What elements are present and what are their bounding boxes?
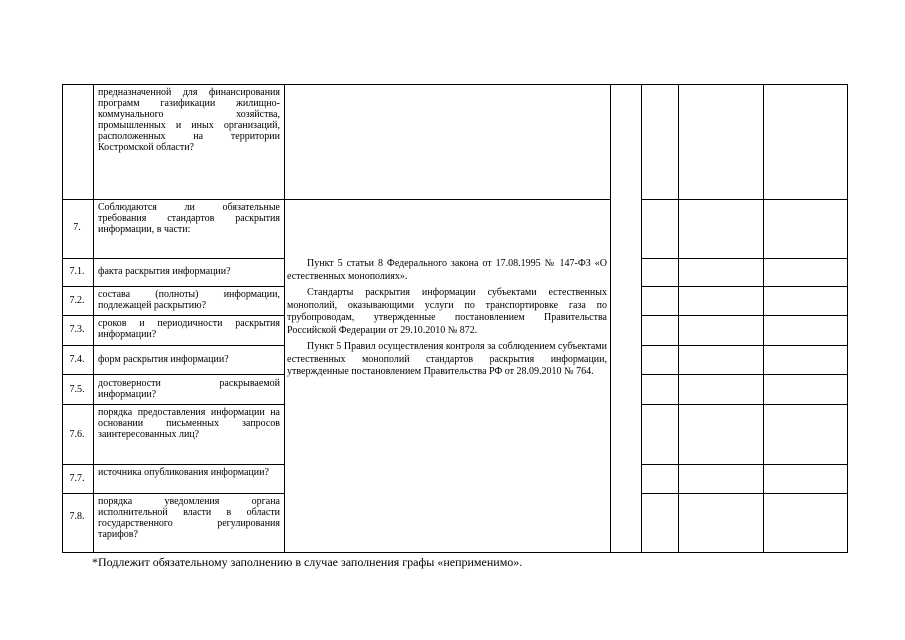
answer-grid-divider: [641, 404, 848, 405]
requirement-text: порядка предоставления информации на основании письменных запросов заинтересованных лиц?: [98, 407, 280, 440]
row-number: 7.5.: [69, 384, 85, 395]
answer-grid-divider: [641, 493, 848, 494]
row-divider: [62, 199, 610, 200]
col-border: [847, 84, 848, 553]
legal-reference: [287, 258, 607, 383]
col-border: [284, 84, 285, 553]
requirement-text: форм раскрытия информации?: [98, 354, 229, 365]
col-border: [93, 84, 94, 553]
answer-grid-divider: [641, 286, 848, 287]
requirement-text: факта раскрытия информации?: [98, 266, 231, 277]
requirement-text: источника опубликования информации?: [98, 467, 269, 478]
answer-grid-divider: [641, 258, 848, 259]
answer-grid-divider: [641, 374, 848, 375]
col-border: [641, 84, 642, 553]
row-number: 7.: [73, 222, 81, 233]
row-divider: [62, 315, 284, 316]
col-border: [678, 84, 679, 553]
reference-paragraph: Пункт 5 статьи 8 Федерального закона от 17.08.1995 № 147-ФЗ «О естественных монополиях».: [287, 258, 607, 282]
col-border: [763, 84, 764, 553]
col-border: [610, 84, 611, 553]
footnote: *Подлежит обязательному заполнению в случае заполнения графы «неприменимо».: [92, 555, 523, 569]
row-number: 7.1.: [69, 266, 85, 277]
table-border-top: [62, 84, 848, 85]
row-number: 7.7.: [69, 473, 85, 484]
row-number: 7.6.: [69, 429, 85, 440]
reference-paragraph: Пункт 5 Правил осуществления контроля за соблюдением субъектами естественных монополий стандартов раскрытия информации, утвержденные постановлением Правительства РФ от 28.09.2010 № 764.: [287, 341, 607, 377]
requirement-text: предназначенной для финансирования программ газификации жилищно-коммунального хозяйства, промышленных и иных организаций, расположенных на территории Костромской области?: [98, 87, 280, 153]
table-border-bottom: [62, 552, 848, 553]
requirement-text: достоверности раскрываемой информации?: [98, 378, 280, 400]
row-divider: [62, 464, 284, 465]
row-divider: [62, 286, 284, 287]
answer-grid-divider: [641, 464, 848, 465]
row-number: 7.4.: [69, 354, 85, 365]
answer-grid-divider: [641, 315, 848, 316]
reference-paragraph: Стандарты раскрытия информации субъектами естественных монополий, оказывающими услуги по транспортировке газа по трубопроводам, утвержденные постановлением Правительства Российской Федерации от 29.10.2010 № 872.: [287, 287, 607, 336]
row-number: 7.8.: [69, 511, 85, 522]
row-divider: [62, 374, 284, 375]
answer-grid-divider: [641, 199, 848, 200]
requirement-text: состава (полноты) информации, подлежащей раскрытию?: [98, 289, 280, 311]
answer-grid-divider: [641, 345, 848, 346]
row-number: 7.2.: [69, 295, 85, 306]
row-divider: [62, 258, 284, 259]
requirement-text: порядка уведомления органа исполнительной власти в области государственного регулирования тарифов?: [98, 496, 280, 540]
row-number: 7.3.: [69, 324, 85, 335]
row-divider: [62, 493, 284, 494]
requirement-text: Соблюдаются ли обязательные требования стандартов раскрытия информации, в части:: [98, 202, 280, 235]
row-divider: [62, 404, 284, 405]
row-divider: [62, 345, 284, 346]
requirement-text: сроков и периодичности раскрытия информации?: [98, 318, 280, 340]
